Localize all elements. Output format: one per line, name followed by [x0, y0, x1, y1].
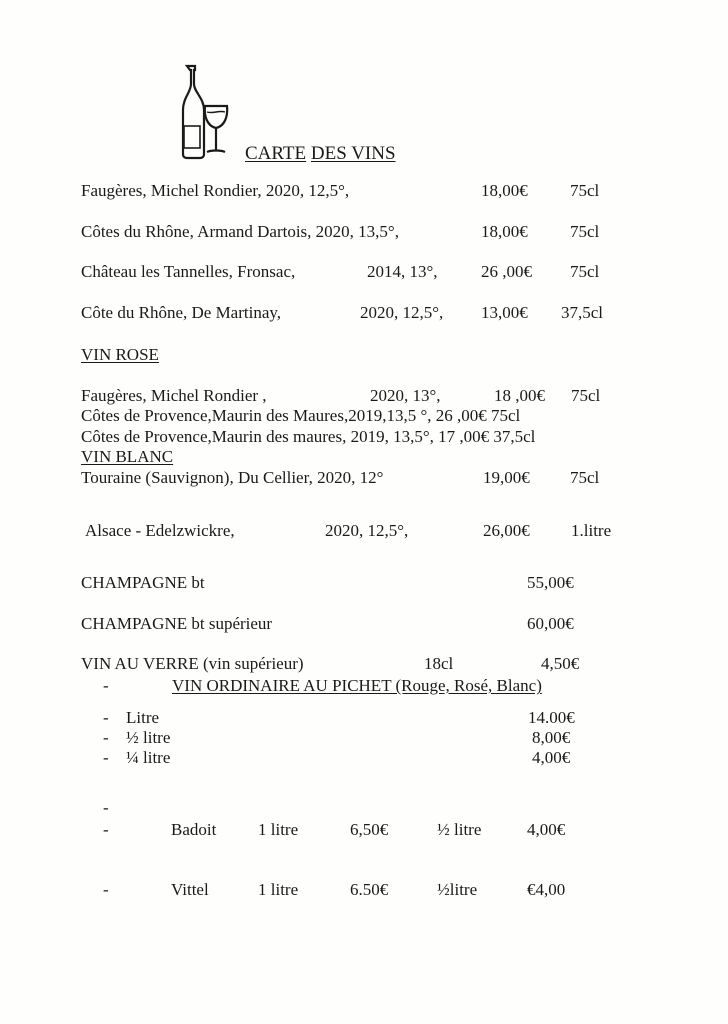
- wine-name: Alsace - Edelzwickre,: [85, 521, 235, 540]
- wine-size: 75cl: [570, 262, 600, 281]
- wine-name: Faugères, Michel Rondier, 2020, 12,5°,: [81, 181, 350, 200]
- wine-name: Côte du Rhône, De Martinay,: [81, 303, 282, 322]
- wine-line: Côtes de Provence,Maurin des maures, 2019, 13,5°, 17 ,00€ 37,5cl: [81, 427, 536, 446]
- section-heading-vin-blanc: VIN BLANC: [81, 447, 174, 466]
- water-name: Badoit: [171, 820, 217, 839]
- wine-bottle-and-glass-icon: [178, 64, 238, 160]
- champagne-name: CHAMPAGNE bt supérieur: [81, 614, 273, 633]
- wine-name: Château les Tannelles, Fronsac,: [81, 262, 296, 281]
- champagne-price: 55,00€: [527, 573, 574, 592]
- wine-price: 18 ,00€: [494, 386, 545, 405]
- water-size-1: 1 litre: [258, 880, 299, 899]
- bullet-dash: -: [103, 708, 109, 727]
- pichet-price: 4,00€: [532, 748, 571, 767]
- vin-au-verre-name: VIN AU VERRE (vin supérieur): [81, 654, 304, 673]
- page-title: [245, 143, 396, 165]
- title-des-vins: DES VINS: [310, 143, 396, 164]
- water-price-1: 6,50€: [350, 820, 389, 839]
- wine-size: 75cl: [570, 181, 600, 200]
- wine-size: 1.litre: [571, 521, 612, 540]
- wine-price: 19,00€: [483, 468, 530, 487]
- wine-price: 18,00€: [481, 181, 528, 200]
- bullet-dash: -: [103, 728, 109, 747]
- bullet-dash: -: [103, 798, 109, 817]
- wine-year-degree: 2020, 12,5°,: [360, 303, 444, 322]
- water-price-1: 6.50€: [350, 880, 389, 899]
- wine-size: 75cl: [570, 222, 600, 241]
- wine-name: Faugères, Michel Rondier ,: [81, 386, 267, 405]
- wine-name: Côtes du Rhône, Armand Dartois, 2020, 13,5°,: [81, 222, 399, 241]
- vin-au-verre-price: 4,50€: [541, 654, 580, 673]
- bullet-dash: -: [103, 748, 109, 767]
- pichet-label: ¼ litre: [126, 748, 171, 767]
- wine-price: 26 ,00€: [481, 262, 532, 281]
- wine-year-degree: 2014, 13°,: [367, 262, 438, 281]
- champagne-name: CHAMPAGNE bt: [81, 573, 205, 592]
- vin-au-verre-size: 18cl: [424, 654, 454, 673]
- wine-size: 75cl: [571, 386, 601, 405]
- pichet-label: ½ litre: [126, 728, 171, 747]
- water-size-2: ½ litre: [437, 820, 482, 839]
- wine-price: 13,00€: [481, 303, 528, 322]
- pichet-label: Litre: [126, 708, 160, 727]
- champagne-price: 60,00€: [527, 614, 574, 633]
- bullet-dash: -: [103, 820, 109, 839]
- pichet-price: 8,00€: [532, 728, 571, 747]
- water-size-1: 1 litre: [258, 820, 299, 839]
- wine-name: Touraine (Sauvignon), Du Cellier, 2020, 12°: [81, 468, 384, 487]
- water-name: Vittel: [171, 880, 209, 899]
- wine-price: 26,00€: [483, 521, 530, 540]
- bullet-dash: -: [103, 880, 109, 899]
- section-heading-pichet: VIN ORDINAIRE AU PICHET (Rouge, Rosé, Blanc): [172, 676, 542, 695]
- water-price-2: 4,00€: [527, 820, 566, 839]
- wine-size: 37,5cl: [561, 303, 604, 322]
- water-size-2: ½litre: [437, 880, 478, 899]
- pichet-price: 14.00€: [528, 708, 575, 727]
- title-carte: CARTE: [245, 143, 307, 164]
- wine-price: 18,00€: [481, 222, 528, 241]
- bullet-dash: -: [103, 676, 109, 695]
- water-price-2: €4,00: [527, 880, 566, 899]
- wine-year-degree: 2020, 12,5°,: [325, 521, 409, 540]
- wine-year-degree: 2020, 13°,: [370, 386, 441, 405]
- wine-line: Côtes de Provence,Maurin des Maures,2019,13,5 °, 26 ,00€ 75cl: [81, 406, 521, 425]
- section-heading-vin-rose: VIN ROSE: [81, 345, 159, 364]
- wine-size: 75cl: [570, 468, 600, 487]
